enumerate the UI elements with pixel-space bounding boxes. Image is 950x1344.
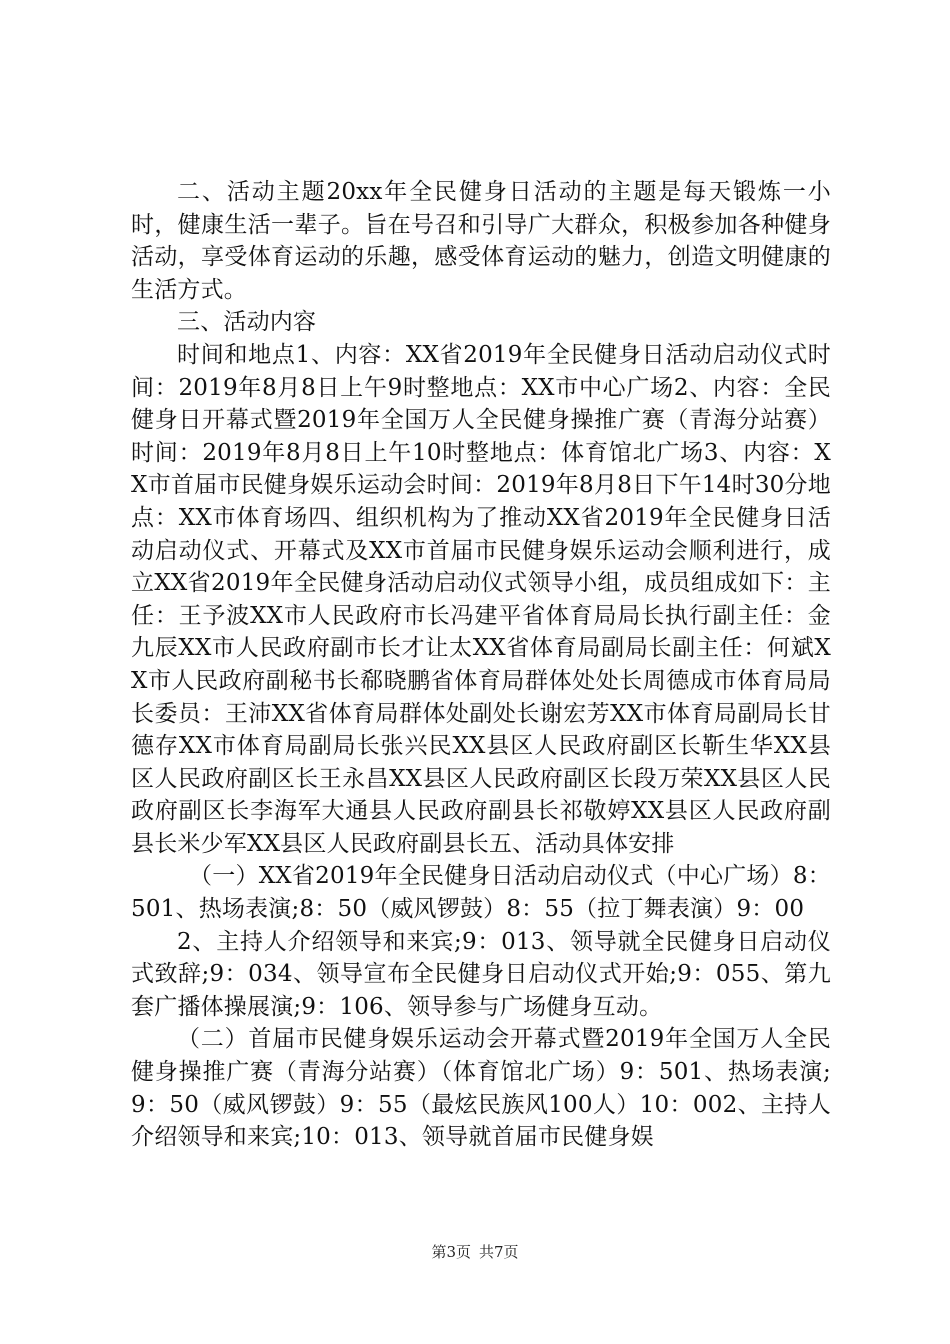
document-body [131,176,831,1154]
page-footer [0,1242,950,1262]
paragraph-time-place-organization: 时间和地点1、内容：XX省2019年全民健身日活动启动仪式时间：2019年8月8日上午9时整地点：XX市中心广场2、内容：全民健身日开幕式暨2019年全国万人全民健身操推广赛（青海分站赛）时间：2019年8月8日上午10时整地点：体育馆北广场3、内容：XX市首届市民健身娱乐运动会时间：2019年8月8日下午14时30分地点：XX市体育场四、组织机构为了推动XX省2019年全民健身日活动启动仪式、开幕式及XX市首届市民健身娱乐运动会顺利进行，成立XX省2019年全民健身活动启动仪式领导小组，成员组成如下：主任：王予波XX市人民政府市长冯建平省体育局局长执行副主任：金九辰XX市人民政府副市长才让太XX省体育局副局长副主任：何斌XX市人民政府副秘书长郗晓鹏省体育局群体处处长周德成市体育局局长委员：王沛XX省体育局群体处副处长谢宏芳XX市体育局副局长甘德存XX市体育局副局长张兴民XX县区人民政府副区长靳生华XX县区人民政府副区长王永昌XX县区人民政府副区长段万荣XX县区人民政府副区长李海军大通县人民政府副县长祁敬婷XX县区人民政府副县长米少军XX县区人民政府副县长五、活动具体安排 [131,341,831,857]
page-number: 第3页 [431,1243,471,1261]
page-total: 共7页 [479,1243,519,1261]
paragraph-launch-ceremony: （一）XX省2019年全民健身日活动启动仪式（中心广场）8：501、热场表演;8：50（威风锣鼓）8：55（拉丁舞表演）9：00 [131,863,831,923]
paragraph-ceremony-steps: 2、主持人介绍领导和来宾;9：013、领导就全民健身日启动仪式致辞;9：034、领导宣布全民健身日启动仪式开始;9：055、第九套广播体操展演;9：106、领导参与广场健身互动。 [131,928,831,1020]
paragraph-activity-theme: 二、活动主题20xx年全民健身日活动的主题是每天锻炼一小时，健康生活一辈子。旨在号召和引导广大群众，积极参加各种健身活动，享受体育运动的乐趣，感受体育运动的魅力，创造文明健康的生活方式。 [131,179,831,303]
heading-activity-content: 三、活动内容 [177,309,317,336]
paragraph-opening-ceremony: （二）首届市民健身娱乐运动会开幕式暨2019年全国万人全民健身操推广赛（青海分站赛）（体育馆北广场）9：501、热场表演;9：50（威风锣鼓）9：55（最炫民族风100人）10：002、主持人介绍领导和来宾;10：013、领导就首届市民健身娱 [131,1026,831,1151]
